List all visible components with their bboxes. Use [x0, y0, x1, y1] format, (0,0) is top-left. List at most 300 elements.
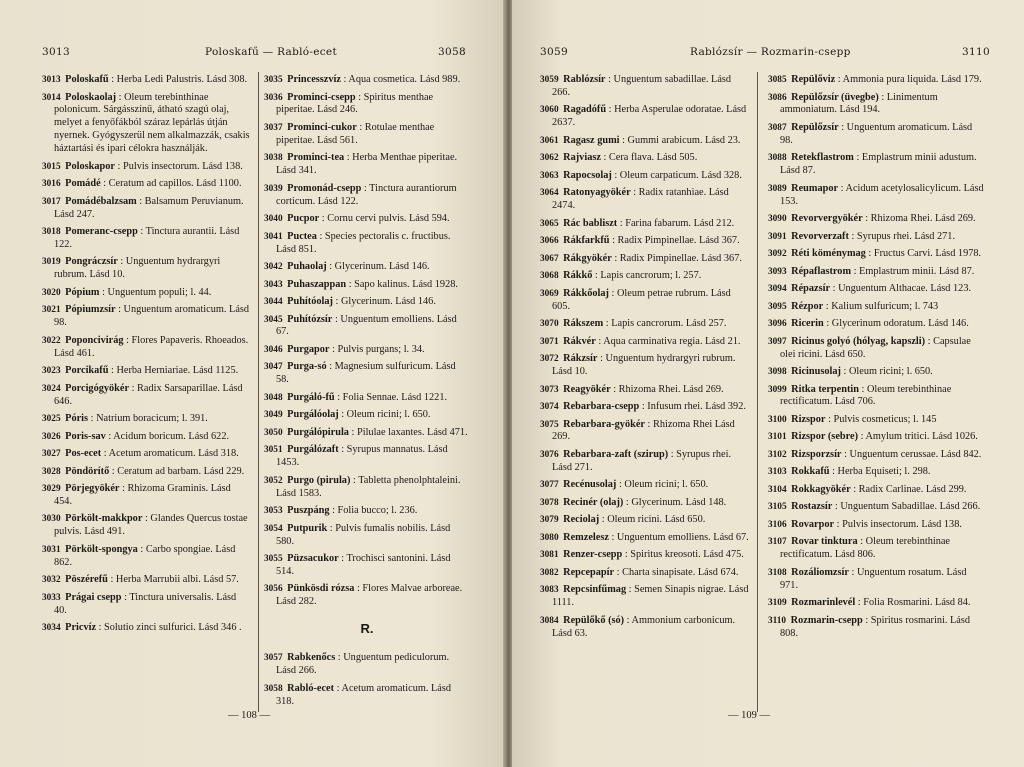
dictionary-entry: [264, 475, 470, 501]
entry-number: 3027: [42, 449, 61, 460]
entry-term: Pópiumzsír: [65, 304, 116, 316]
left-header-title: Poloskafű — Rabló-ecet: [205, 46, 337, 58]
entry-term: Püzsacukor: [287, 553, 339, 565]
entry-term: Ratonyagyökér: [563, 187, 631, 199]
entry-definition: : Ceratum ad barbam. Lásd 229.: [109, 465, 245, 477]
entry-number: 3091: [768, 231, 787, 242]
dictionary-entry: [540, 549, 750, 562]
entry-definition: : Flores Papaveris. Rhoeados. Lásd 461.: [54, 334, 249, 359]
dictionary-entry: [768, 92, 984, 118]
entry-number: 3074: [540, 402, 559, 413]
entry-definition: : Unguentum Sabadillae. Lásd 266.: [832, 501, 981, 513]
entry-definition: : Unguentum sabadillae. Lásd 266.: [552, 74, 732, 98]
entry-number: 3083: [540, 585, 559, 596]
entry-term: Prominci-cukor: [287, 121, 357, 133]
entry-term: Poloskapor: [65, 160, 115, 172]
entry-term: Répazsír: [791, 283, 831, 295]
entry-term: Réti köménymag: [791, 248, 866, 260]
entry-definition: : Herba Marrubii albi. Lásd 57.: [107, 574, 239, 586]
entry-definition: : Sapo kalinus. Lásd 1928.: [346, 278, 458, 290]
entry-term: Repülőkő (só): [563, 614, 625, 626]
entry-definition: : Herba Menthae piperitae. Lásd 341.: [276, 152, 458, 177]
entry-term: Revorvergyökér: [791, 213, 863, 225]
entry-definition: : Unguentum populi; l. 44.: [99, 286, 212, 298]
entry-definition: : Rhizoma Rhei. Lásd 269.: [862, 213, 976, 225]
entry-definition: : Magnesium sulfuricum. Lásd 58.: [276, 361, 456, 386]
entry-definition: : Oleum terebinthinae polonicum. Sárgásszínű, átható szagú olaj, melyet a fenyőfákból száraz lepárlás útján nyernek. Gyógyszerül nem alkalmazzák, csakis háztartási és ipari célokra használják.: [54, 91, 250, 155]
entry-term: Prágai csepp: [65, 591, 122, 603]
entry-term: Rizsporzsír: [791, 448, 842, 460]
entry-definition: : Spiritus menthae piperitae. Lásd 246.: [276, 91, 434, 116]
dictionary-entry: [264, 261, 470, 274]
entry-definition: : Rhizoma Rhei Lásd 269.: [552, 418, 735, 443]
entry-number: 3071: [540, 336, 559, 347]
dictionary-entry: [540, 288, 750, 314]
entry-definition: : Rhizoma Rhei. Lásd 269.: [610, 383, 724, 395]
entry-term: Pongráczsír: [65, 256, 118, 268]
entry-term: Repülőviz: [791, 74, 836, 85]
entry-number: 3104: [768, 484, 787, 495]
entry-number: 3090: [768, 214, 787, 225]
dictionary-entry: [42, 592, 250, 618]
entry-number: 3107: [768, 537, 787, 548]
right-page: [512, 0, 1024, 767]
entry-definition: : Charta sinapisate. Lásd 674.: [614, 566, 739, 578]
entry-number: 3092: [768, 249, 787, 260]
entry-term: Rákvér: [563, 335, 596, 347]
entry-definition: : Oleum petrae rubrum. Lásd 605.: [552, 287, 731, 312]
entry-term: Pöndörítő: [65, 465, 110, 477]
entry-definition: : Unguentum hydrargyri rubrum. Lásd 10.: [552, 353, 736, 378]
entry-number: 3024: [42, 383, 61, 394]
entry-number: 3097: [768, 336, 787, 347]
entry-number: 3079: [540, 515, 559, 526]
entry-number: 3075: [540, 419, 559, 430]
dictionary-entry: [264, 652, 470, 678]
entry-number: 3052: [264, 475, 283, 486]
dictionary-entry: [540, 104, 750, 130]
entry-term: Pomádé: [65, 178, 101, 190]
entry-definition: : Spiritus kreosoti. Lásd 475.: [622, 549, 744, 561]
entry-term: Repcsinfűmag: [563, 584, 627, 596]
entry-number: 3043: [264, 279, 283, 290]
dictionary-entry: [264, 427, 470, 440]
entry-definition: : Lapis cancrorum. Lásd 257.: [603, 318, 727, 330]
dictionary-entry: [42, 466, 250, 479]
entry-term: Rajviasz: [563, 152, 601, 164]
entry-definition: : Tinctura aurantiorum corticum. Lásd 122.: [276, 182, 457, 207]
left-page-number: — 108 —: [228, 710, 270, 721]
entry-number: 3072: [540, 354, 559, 365]
entry-number: 3093: [768, 266, 787, 277]
entry-definition: : Amylum tritici. Lásd 1026.: [858, 431, 978, 443]
entry-number: 3063: [540, 170, 559, 181]
entry-term: Poloskaolaj: [65, 91, 117, 103]
entry-term: Ragadófű: [563, 104, 607, 116]
dictionary-entry: [264, 92, 470, 118]
dictionary-entry: [540, 449, 750, 475]
entry-definition: : Pulvis fumalis nobilis. Lásd 580.: [276, 522, 451, 547]
dictionary-entry: [264, 152, 470, 178]
dictionary-entry: [540, 514, 750, 527]
entry-definition: : Folia Rosmarini. Lásd 84.: [855, 597, 971, 609]
entry-term: Revorverzaft: [791, 230, 849, 242]
entry-number: 3023: [42, 366, 61, 377]
entry-number: 3041: [264, 231, 283, 242]
dictionary-entry: [540, 253, 750, 266]
dictionary-entry: [42, 196, 250, 222]
entry-term: Rákgyökér: [563, 252, 612, 264]
dictionary-entry: [540, 235, 750, 248]
entry-number: 3014: [42, 92, 61, 103]
entry-term: Rizspor (sebre): [791, 431, 858, 443]
entry-term: Rabló-ecet: [287, 682, 335, 694]
dictionary-entry: [42, 448, 250, 461]
dictionary-entry: [264, 505, 470, 518]
left-page-column-2: [264, 74, 470, 707]
dictionary-entry: [264, 231, 470, 257]
entry-number: 3037: [264, 122, 283, 133]
entry-definition: : Unguentum hydrargyri rubrum. Lásd 10.: [54, 256, 221, 281]
entry-number: 3110: [768, 615, 787, 626]
entry-term: Póris: [65, 413, 89, 425]
entry-definition: : Herba Herniariae. Lásd 1125.: [108, 365, 239, 377]
entry-term: Rokkafű: [791, 466, 830, 478]
entry-number: 3078: [540, 497, 559, 508]
entry-definition: : Syrupus rhei. Lásd 271.: [552, 448, 732, 473]
dictionary-entry: [768, 501, 984, 514]
entry-definition: : Emplastrum minii adustum. Lásd 87.: [780, 152, 977, 177]
dictionary-entry: [768, 283, 984, 296]
dictionary-entry: [42, 256, 250, 282]
entry-definition: : Glycerinum. Lásd 146.: [326, 261, 430, 273]
entry-term: Porcikafű: [65, 365, 109, 377]
dictionary-entry: [768, 213, 984, 226]
entry-term: Repülőzsír: [791, 121, 839, 133]
dictionary-entry: [768, 484, 984, 497]
entry-number: 3020: [42, 287, 61, 298]
dictionary-entry: [264, 523, 470, 549]
entry-term: Porcigógyökér: [65, 382, 130, 394]
entry-definition: : Syrupus rhei. Lásd 271.: [848, 230, 956, 242]
entry-term: Puhítózsír: [287, 313, 333, 325]
section-letter: R.: [360, 621, 374, 637]
dictionary-entry: [264, 553, 470, 579]
entry-number: 3099: [768, 384, 787, 395]
dictionary-entry: [768, 318, 984, 331]
dictionary-entry: [42, 226, 250, 252]
dictionary-entry: [540, 218, 750, 231]
entry-term: Poris-sav: [65, 430, 106, 442]
entry-number: 3060: [540, 105, 559, 116]
entry-number: 3050: [264, 427, 283, 438]
entry-number: 3101: [768, 432, 787, 443]
right-page-column-1: [540, 74, 750, 697]
dictionary-entry: [264, 279, 470, 292]
dictionary-entry: [768, 431, 984, 444]
dictionary-entry: [264, 444, 470, 470]
entry-term: Purgálóolaj: [287, 409, 339, 421]
right-page-number: — 109 —: [728, 710, 770, 721]
dictionary-entry: [264, 361, 470, 387]
entry-number: 3053: [264, 506, 283, 517]
entry-definition: : Oleum terebinthinae rectificatum. Lásd 806.: [780, 536, 950, 561]
entry-term: Pöszérefű: [65, 574, 108, 586]
entry-number: 3094: [768, 284, 787, 295]
entry-definition: : Aqua carminativa regia. Lásd 21.: [595, 335, 741, 347]
entry-definition: : Aqua cosmetica. Lásd 989.: [340, 74, 461, 85]
entry-definition: : Glycerinum. Lásd 148.: [623, 496, 727, 508]
entry-term: Rokkagyökér: [791, 483, 851, 495]
entry-term: Rézpor: [791, 300, 824, 312]
entry-number: 3067: [540, 253, 559, 264]
entry-definition: : Radix Pimpinellae. Lásd 367.: [609, 235, 740, 247]
entry-number: 3087: [768, 122, 787, 133]
entry-term: Poloskafű: [65, 74, 109, 85]
entry-definition: : Ammonia pura liquida. Lásd 179.: [835, 74, 982, 85]
entry-term: Reciolaj: [563, 514, 600, 526]
entry-term: Poponcivirág: [65, 334, 124, 346]
entry-number: 3039: [264, 183, 283, 194]
entry-term: Purgo (pirula): [287, 474, 351, 486]
entry-number: 3040: [264, 214, 283, 225]
entry-definition: : Ceratum ad capillos. Lásd 1100.: [100, 178, 242, 190]
entry-term: Ricinus golyó (hólyag, kapszli): [791, 335, 926, 347]
entry-term: Purga-só: [287, 361, 327, 373]
entry-definition: : Pulvis insectorum. Lásd 138.: [834, 518, 962, 530]
dictionary-entry: [42, 413, 250, 426]
entry-number: 3057: [264, 653, 283, 664]
entry-term: Rákfarkfű: [563, 235, 610, 247]
entry-definition: : Folia Sennae. Lásd 1221.: [334, 391, 448, 403]
dictionary-entry: [540, 152, 750, 165]
dictionary-entry: [540, 532, 750, 545]
dictionary-entry: [768, 567, 984, 593]
entry-term: Puszpáng: [287, 505, 330, 517]
entry-definition: : Infusum rhei. Lásd 392.: [639, 401, 746, 413]
entry-number: 3049: [264, 410, 283, 421]
entry-definition: : Folia bucco; l. 236.: [329, 505, 418, 517]
entry-definition: : Flores Malvae arboreae. Lásd 282.: [276, 583, 463, 608]
entry-definition: : Linimentum ammoniatum. Lásd 194.: [780, 91, 938, 116]
entry-number: 3080: [540, 532, 559, 543]
dictionary-entry: [540, 384, 750, 397]
entry-definition: : Pulvis insectorum. Lásd 138.: [114, 160, 243, 172]
entry-definition: : Natrium boracicum; l. 391.: [88, 413, 208, 425]
entry-number: 3096: [768, 319, 787, 330]
dictionary-entry: [264, 683, 470, 709]
entry-term: Rabkenőcs: [287, 652, 336, 664]
entry-term: Rozmarin-csepp: [790, 614, 863, 626]
entry-term: Rozáliomzsír: [791, 566, 849, 578]
entry-definition: : Acidum acetylosalicylicum. Lásd 153.: [780, 182, 984, 207]
entry-number: 3088: [768, 153, 787, 164]
entry-definition: : Species pectoralis c. fructibus. Lásd 851.: [276, 230, 451, 255]
entry-number: 3056: [264, 584, 283, 595]
dictionary-entry: [540, 187, 750, 213]
entry-term: Remzelesz: [563, 531, 609, 543]
left-page: [0, 0, 505, 767]
entry-term: Reagyökér: [563, 383, 611, 395]
entry-number: 3059: [540, 75, 559, 85]
dictionary-entry: [540, 401, 750, 414]
dictionary-entry: [42, 431, 250, 444]
entry-term: Rovarpor: [791, 518, 835, 530]
entry-definition: : Oleum ricini; l. 650.: [840, 366, 933, 378]
dictionary-entry: [768, 366, 984, 379]
dictionary-entry: [768, 183, 984, 209]
entry-definition: : Balsamum Peruvianum. Lásd 247.: [54, 195, 244, 220]
dictionary-entry: [42, 335, 250, 361]
entry-term: Puctea: [287, 230, 317, 242]
entry-term: Recinér (olaj): [563, 496, 624, 508]
entry-term: Pörkölt-makkpor: [65, 513, 143, 525]
entry-number: 3019: [42, 257, 61, 268]
dictionary-entry: [42, 483, 250, 509]
entry-number: 3109: [768, 598, 787, 609]
dictionary-entry: [264, 392, 470, 405]
entry-number: 3033: [42, 592, 61, 603]
entry-definition: : Pulvis cosmeticus; l. 145: [825, 413, 937, 425]
dictionary-entry: [768, 122, 984, 148]
entry-term: Prominci-tea: [287, 152, 345, 164]
entry-definition: : Gummi arabicum. Lásd 23.: [619, 134, 741, 146]
entry-number: 3031: [42, 544, 61, 555]
entry-number: 3066: [540, 236, 559, 247]
entry-number: 3047: [264, 362, 283, 373]
entry-number: 3095: [768, 301, 787, 312]
entry-number: 3105: [768, 502, 787, 513]
entry-definition: : Radix ratanhiae. Lásd 2474.: [552, 187, 729, 212]
entry-number: 3061: [540, 135, 559, 146]
entry-definition: : Acidum boricum. Lásd 622.: [105, 430, 230, 442]
entry-number: 3082: [540, 567, 559, 578]
entry-term: Rebarbara-zaft (szirup): [563, 448, 669, 460]
entry-term: Recénusolaj: [563, 479, 617, 491]
right-page-column-2: [768, 74, 984, 697]
entry-definition: : Radix Pimpinellae. Lásd 367.: [611, 252, 742, 264]
entry-definition: : Unguentum pediculorum. Lásd 266.: [276, 652, 450, 677]
entry-number: 3085: [768, 75, 787, 85]
entry-number: 3026: [42, 431, 61, 442]
entry-definition: : Acetum aromaticum. Lásd 318.: [276, 682, 452, 707]
column-divider: [258, 72, 259, 712]
entry-definition: : Radix Sarsaparillae. Lásd 646.: [54, 382, 243, 407]
entry-term: Retekflastrom: [791, 152, 854, 164]
dictionary-entry: [540, 353, 750, 379]
entry-number: 3044: [264, 297, 283, 308]
entry-number: 3089: [768, 183, 787, 194]
entry-definition: : Glandes Quercus tostae pulvis. Lásd 491.: [54, 513, 248, 538]
entry-definition: : Unguentum emolliens. Lásd 67.: [276, 313, 457, 338]
entry-definition: : Tinctura aurantii. Lásd 122.: [54, 226, 240, 250]
entry-number: 3028: [42, 466, 61, 477]
entry-number: 3048: [264, 392, 283, 403]
entry-number: 3098: [768, 367, 787, 378]
entry-number: 3069: [540, 288, 559, 299]
entry-term: Répaflastrom: [791, 265, 852, 277]
entry-number: 3038: [264, 153, 283, 164]
left-page-column-1: [42, 74, 250, 697]
dictionary-entry: [768, 231, 984, 244]
entry-term: Rákkőolaj: [563, 287, 609, 299]
entry-number: 3081: [540, 550, 559, 561]
entry-number: 3017: [42, 196, 61, 207]
entry-number: 3054: [264, 523, 283, 534]
entry-definition: : Pilulae laxantes. Lásd 471.: [348, 426, 468, 438]
entry-number: 3076: [540, 449, 559, 460]
entry-term: Ritka terpentin: [791, 383, 859, 395]
entry-definition: : Carbo spongiae. Lásd 862.: [54, 543, 236, 568]
dictionary-entry: [42, 178, 250, 191]
entry-term: Pomádébalzsam: [65, 195, 137, 207]
entry-number: 3084: [540, 615, 559, 626]
entry-number: 3077: [540, 480, 559, 491]
entry-definition: : Rhizoma Graminis. Lásd 454.: [54, 483, 231, 507]
entry-number: 3035: [264, 75, 283, 85]
entry-definition: : Capsulae olei ricini. Lásd 650.: [780, 335, 971, 360]
dictionary-entry: [264, 344, 470, 357]
entry-term: Pricvíz: [65, 622, 97, 634]
entry-number: 3073: [540, 384, 559, 395]
entry-term: Promonád-csepp: [287, 182, 362, 194]
entry-term: Rizspor: [791, 413, 826, 425]
entry-definition: : Radix Carlinae. Lásd 299.: [850, 483, 967, 495]
dictionary-entry: [42, 383, 250, 409]
entry-number: 3046: [264, 344, 283, 355]
dictionary-entry: [768, 301, 984, 314]
left-header-last-entry: 3058: [438, 46, 466, 58]
dictionary-entry: [42, 544, 250, 570]
entry-term: Purgálózaft: [287, 444, 339, 456]
entry-number: 3015: [42, 161, 61, 172]
entry-definition: : Unguentum aromaticum. Lásd 98.: [780, 121, 973, 146]
dictionary-entry: [768, 466, 984, 479]
entry-term: Purgapor: [287, 343, 330, 355]
entry-term: Ricerin: [791, 318, 824, 330]
entry-number: 3100: [768, 414, 787, 425]
dictionary-entry: [768, 519, 984, 532]
entry-term: Puhaszappan: [287, 278, 347, 290]
entry-number: 3065: [540, 218, 559, 229]
entry-definition: : Unguentum Althacae. Lásd 123.: [830, 283, 972, 295]
dictionary-entry: [540, 74, 750, 100]
entry-term: Pörkölt-spongya: [65, 543, 138, 555]
entry-number: 3103: [768, 467, 787, 478]
entry-definition: : Oleum ricini; l. 650.: [616, 479, 709, 491]
entry-definition: : Syrupus mannatus. Lásd 1453.: [276, 444, 448, 469]
entry-number: 3016: [42, 179, 61, 190]
entry-definition: : Fructus Carvi. Lásd 1978.: [865, 248, 982, 260]
entry-term: Putpurik: [287, 522, 328, 534]
entry-definition: : Tinctura universalis. Lásd 40.: [54, 591, 237, 616]
dictionary-entry: [768, 384, 984, 410]
entry-term: Purgálópirula: [287, 426, 349, 438]
entry-definition: : Oleum ricini; l. 650.: [338, 409, 431, 421]
entry-number: 3058: [264, 683, 283, 694]
entry-number: 3106: [768, 519, 787, 530]
entry-definition: : Semen Sinapis nigrae. Lásd 1111.: [552, 584, 749, 609]
dictionary-entry: [264, 296, 470, 309]
dictionary-entry: [42, 161, 250, 174]
dictionary-entry: [540, 615, 750, 641]
right-header-title: Rablózsír — Rozmarin-csepp: [690, 46, 851, 58]
entry-term: Pos-ecet: [65, 448, 102, 460]
entry-definition: : Cera flava. Lásd 505.: [600, 152, 698, 164]
entry-definition: : Cornu cervi pulvis. Lásd 594.: [319, 213, 450, 225]
entry-definition: : Rotulae menthae piperitae. Lásd 561.: [276, 121, 435, 146]
dictionary-entry: [540, 479, 750, 492]
